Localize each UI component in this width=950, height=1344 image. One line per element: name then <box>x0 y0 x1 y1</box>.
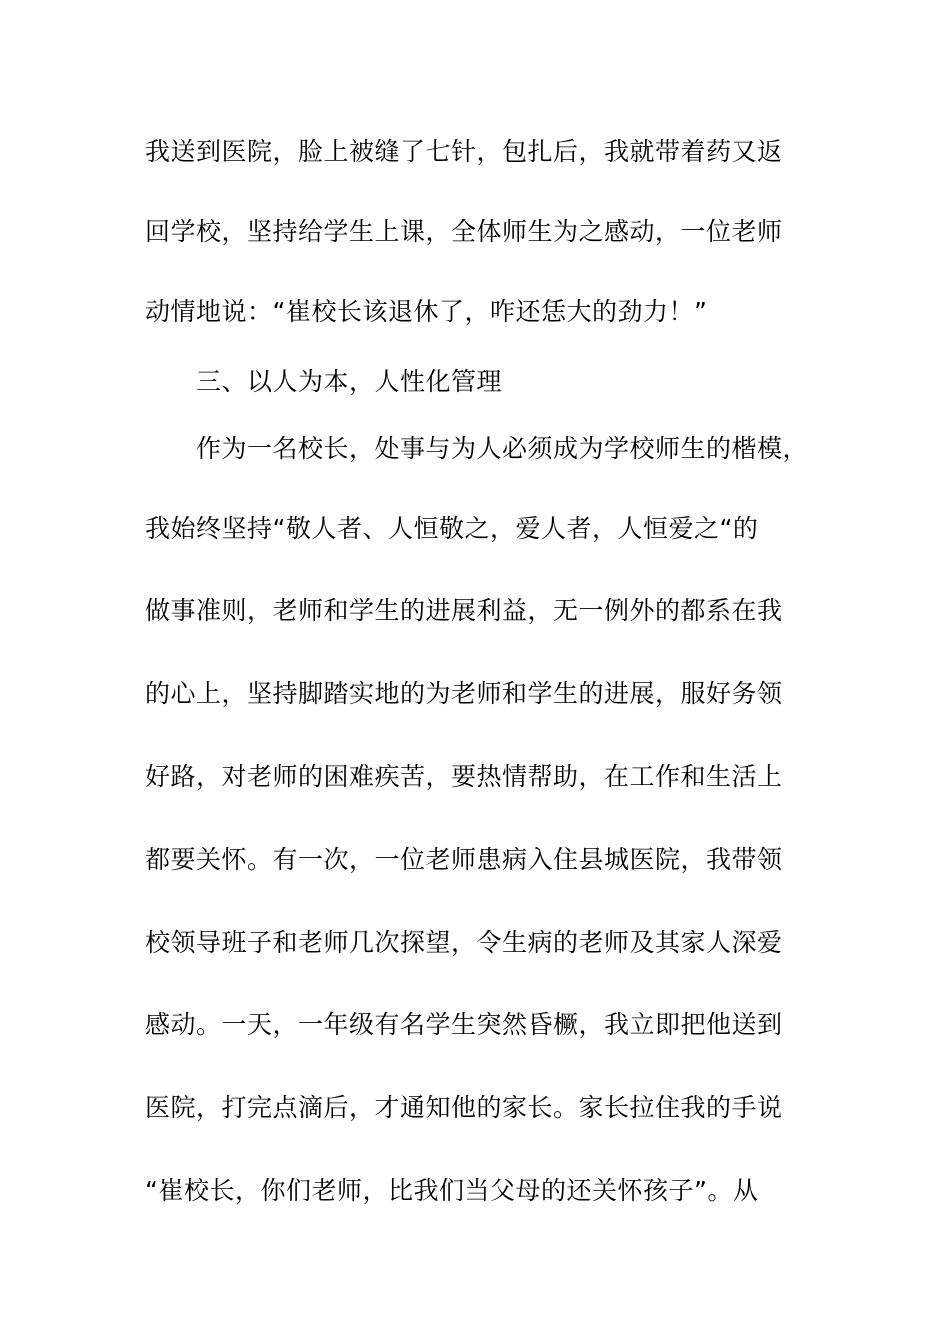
section-heading: 三、以人为本，人性化管理 <box>196 367 503 396</box>
text-line: 做事准则，老师和学生的进展利益，无一例外的都系在我 <box>145 596 783 625</box>
text-line: 校领导班子和老师几次探望，令生病的老师及其家人深爱 <box>145 928 783 957</box>
text-line: 我送到医院，脸上被缝了七针，包扎后，我就带着药又返 <box>145 137 783 166</box>
text-line: 回学校，坚持给学生上课，全体师生为之感动，一位老师 <box>145 217 783 246</box>
text-line: 感动。一天，一年级有名学生突然昏橛，我立即把他送到 <box>145 1010 783 1039</box>
text-line: 的心上，坚持脚踏实地的为老师和学生的进展，服好务领 <box>145 679 783 708</box>
text-line: 医院，打完点滴后，才通知他的家长。家长拉住我的手说 <box>145 1093 783 1122</box>
text-line: 动情地说：“崔校长该退休了，咋还恁大的劲力！” <box>145 297 708 326</box>
text-line: 都要关怀。有一次，一位老师患病入住县城医院，我带领 <box>145 845 783 874</box>
text-line: 我始终坚持“敬人者、人恒敬之，爱人者，人恒爱之“的 <box>145 514 759 543</box>
text-line: “崔校长，你们老师，比我们当父母的还关怀孩子”。从 <box>145 1176 759 1205</box>
paragraph-first-line: 作为一名校长，处事与为人必须成为学校师生的楷模， <box>196 434 809 463</box>
text-line: 好路，对老师的困难疾苦，要热情帮助，在工作和生活上 <box>145 762 783 791</box>
